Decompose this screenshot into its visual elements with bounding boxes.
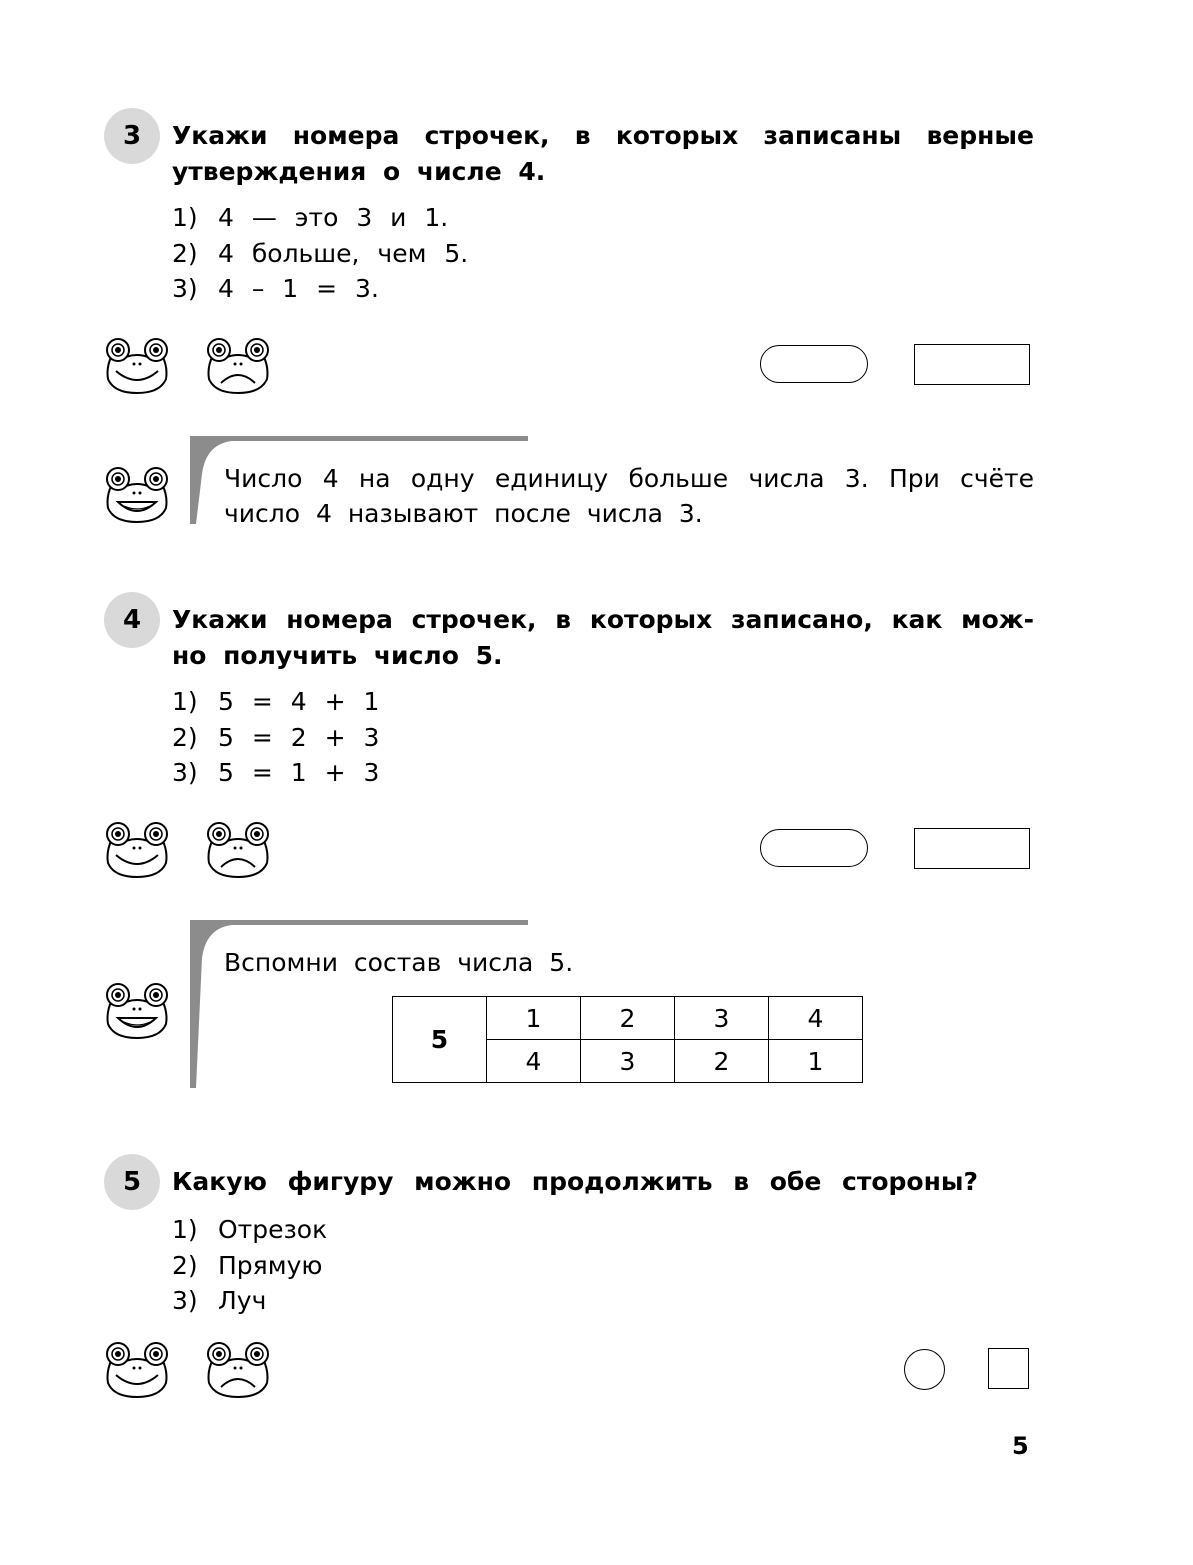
talking-frog-icon [104,466,170,524]
task-3-answer-oval[interactable] [760,345,868,383]
task-4-option-3[interactable]: 3) 5 = 1 + 3 [172,758,380,787]
table-cell: 2 [675,1040,769,1083]
task-3-option-3[interactable]: 3) 4 – 1 = 3. [172,274,379,303]
task-5-number-badge: 5 [104,1154,160,1210]
happy-frog-icon[interactable] [104,1341,170,1399]
table-cell: 1 [769,1040,863,1083]
talking-frog-icon [104,982,170,1040]
happy-frog-icon[interactable] [104,821,170,879]
task-5-answer-circle[interactable] [904,1349,945,1390]
task-5-option-2[interactable]: 2) Прямую [172,1250,323,1280]
number-composition-table [392,996,863,1083]
table-cell: 4 [487,1040,581,1083]
page-number: 5 [1012,1432,1029,1460]
task-3-option-1[interactable]: 1) 4 — это 3 и 1. [172,203,449,232]
task-4-question: Укажи номера строчек, в которых записано, как мож-но получить число 5. [172,605,1034,670]
task-3-number-badge: 3 [104,108,160,164]
task-4-option-1[interactable]: 1) 5 = 4 + 1 [172,687,380,716]
table-cell: 2 [581,997,675,1040]
task-5-answer-square[interactable] [988,1348,1029,1389]
table-cell: 3 [675,997,769,1040]
task-4-answer-box[interactable] [914,828,1030,869]
task-5-option-3[interactable]: 3) Луч [172,1286,267,1315]
task-4-hint: Вспомни состав числа 5. [224,948,574,977]
task-3-answer-box[interactable] [914,344,1030,385]
table-cell: 1 [487,997,581,1040]
sad-frog-icon[interactable] [205,821,271,879]
sad-frog-icon[interactable] [205,337,271,395]
task-3-option-2[interactable]: 2) 4 больше, чем 5. [172,238,469,268]
task-4-answer-oval[interactable] [760,829,868,867]
table-cell: 4 [769,997,863,1040]
task-5-option-1[interactable]: 1) Отрезок [172,1215,328,1244]
task-3-hint: Число 4 на одну единицу больше числа 3. При счёте число 4 называют после числа 3. [224,464,1034,528]
task-5-question: Какую фигуру можно продолжить в обе стороны? [172,1167,978,1196]
task-4-number-badge: 4 [104,592,160,648]
happy-frog-icon[interactable] [104,337,170,395]
task-4-options [172,684,379,791]
task-3-options [172,200,468,307]
task-5-options [172,1212,327,1319]
task-3-question: Укажи номера строчек, в которых записаны верные утверждения о числе 4. [172,121,1034,186]
table-cell: 3 [581,1040,675,1083]
sad-frog-icon[interactable] [205,1341,271,1399]
composition-number: 5 [393,997,487,1083]
task-4-option-2[interactable]: 2) 5 = 2 + 3 [172,722,380,752]
